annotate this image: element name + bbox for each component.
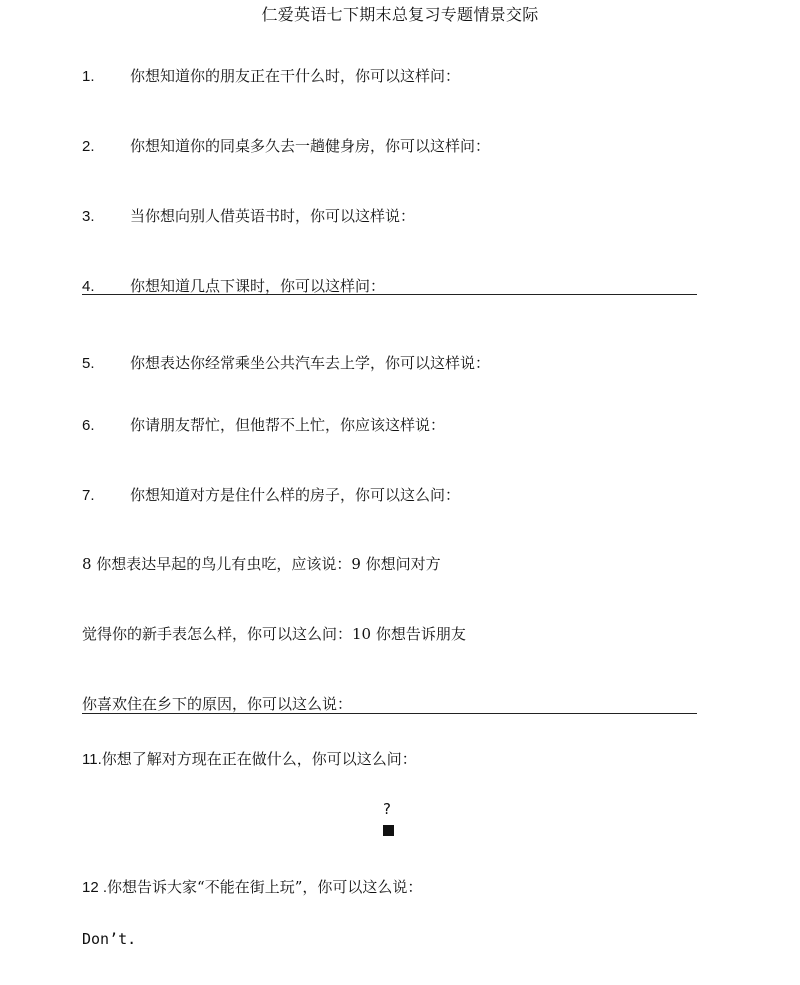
answer-line	[82, 294, 697, 295]
question-3	[82, 205, 415, 226]
question-number: 3.	[82, 208, 95, 225]
square-icon	[383, 825, 394, 836]
question-number: 6.	[82, 417, 95, 434]
question-mark: ?	[383, 800, 391, 818]
paragraph-line-2: 觉得你的新手表怎么样，你可以这么问：10 你想告诉朋友	[82, 625, 466, 643]
page-title: 仁爱英语七下期末总复习专题情景交际	[261, 5, 539, 24]
question-text: 你想知道你的朋友正在干什么时，你可以这样问：	[130, 67, 461, 85]
answer-fragment: Don’t.	[82, 930, 137, 948]
question-text: 你请朋友帮忙，但他帮不上忙，你应该这样说：	[130, 416, 446, 434]
question-number: 11.	[82, 751, 102, 768]
question-number: 5.	[82, 355, 95, 372]
question-text: 你想知道几点下课时，你可以这样问：	[130, 277, 386, 295]
question-4	[82, 275, 385, 296]
question-number: 2.	[82, 138, 95, 155]
question-text: 你想告诉大家“不能在街上玩”，你可以这么说：	[107, 878, 423, 896]
question-7	[82, 484, 460, 505]
question-text: 你想知道你的同桌多久去一趟健身房，你可以这样问：	[130, 137, 491, 155]
question-12	[82, 876, 422, 897]
answer-line	[82, 713, 697, 714]
question-number: 1.	[82, 68, 95, 85]
question-5	[82, 352, 490, 373]
question-6	[82, 414, 445, 435]
question-number: 4.	[82, 278, 95, 295]
question-number: 7.	[82, 487, 95, 504]
paragraph-line-3: 你喜欢住在乡下的原因，你可以这么说：	[82, 695, 353, 713]
question-2	[82, 135, 490, 156]
question-11	[82, 748, 417, 769]
paragraph-line-1: 8 你想表达早起的鸟儿有虫吃，应该说：9 你想问对方	[82, 555, 441, 573]
question-text: 当你想向别人借英语书时，你可以这样说：	[130, 207, 416, 225]
question-text: 你想了解对方现在正在做什么，你可以这么问：	[101, 750, 417, 768]
question-text: 你想知道对方是住什么样的房子，你可以这么问：	[130, 486, 461, 504]
question-number: 12 .	[82, 879, 108, 896]
question-1	[82, 65, 460, 86]
question-text: 你想表达你经常乘坐公共汽车去上学，你可以这样说：	[130, 354, 491, 372]
